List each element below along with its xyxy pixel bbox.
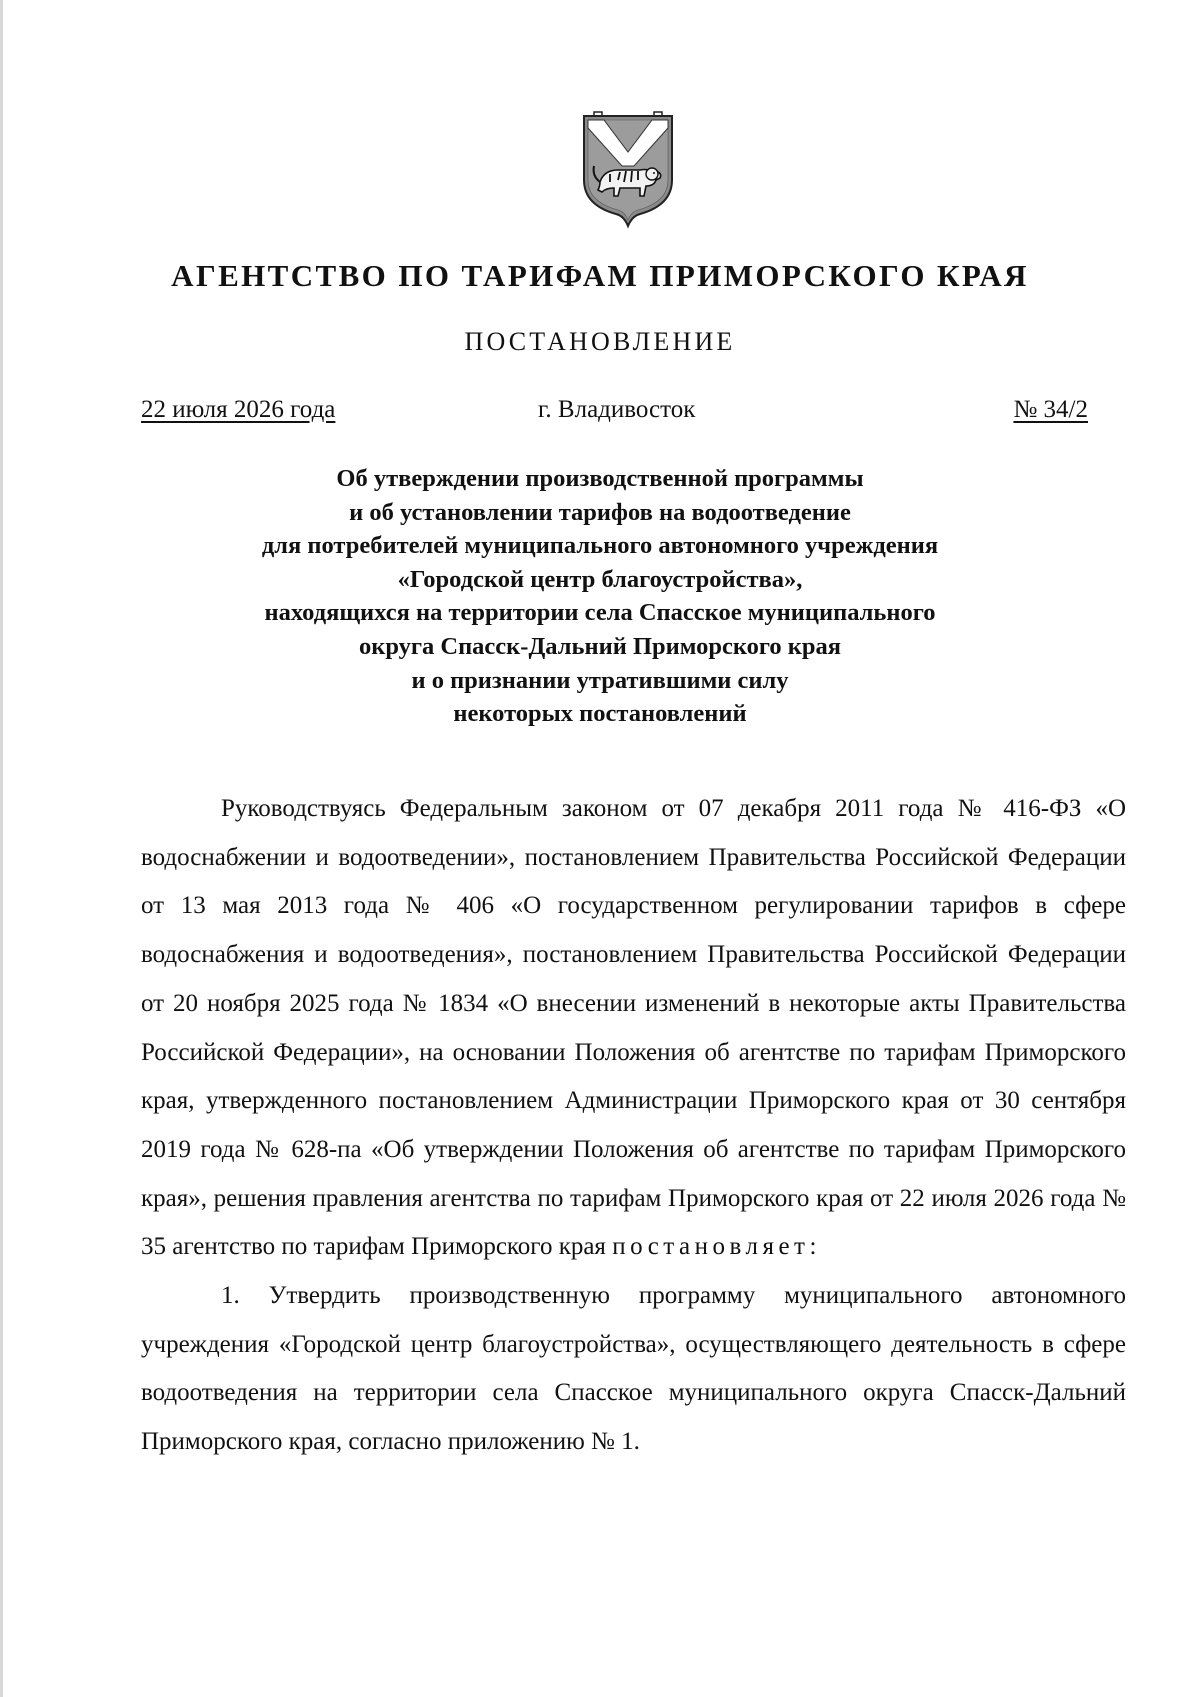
agency-title: АГЕНТСТВО ПО ТАРИФАМ ПРИМОРСКОГО КРАЯ <box>171 258 1029 293</box>
preamble-paragraph <box>141 785 1126 1272</box>
subject-line: Об утверждении производственной программы <box>336 465 864 492</box>
item-1-paragraph: 1. Утвердить производственную программу муниципального автономного учреждения «Городской центр благоустройства», осуществляющего деятельность в сфере водоотведения на территории села Спасское муниципального округа Спасск-Дальний Приморского края, согласно приложению № 1. <box>141 1282 1126 1456</box>
document-city: г. Владивосток <box>538 396 696 423</box>
coat-of-arms-icon <box>580 110 676 230</box>
subject-line: некоторых постановлений <box>453 700 747 728</box>
subject-line: для потребителей муниципального автономного учреждения <box>261 532 939 560</box>
subject-line: и об установлении тарифов на водоотведение <box>349 498 851 526</box>
subject-line: округа Спасск-Дальний Приморского края <box>358 632 842 660</box>
document-date: 22 июля 2026 года <box>141 396 336 423</box>
scan-edge <box>0 0 3 1697</box>
subject-line: «Городской центр благоустройства», <box>397 565 803 593</box>
subject-line: и о признании утратившими силу <box>411 666 789 694</box>
resolves-word: постановляет: <box>612 1233 821 1261</box>
document-subject <box>0 462 1200 731</box>
document-body <box>141 785 1126 1467</box>
document-number: № 34/2 <box>1013 396 1088 423</box>
subject-line: находящихся на территории села Спасское муниципального <box>264 599 936 627</box>
preamble-text: Руководствуясь Федеральным законом от 07 декабря 2011 года № 416-ФЗ «О водоснабжении и водоотведении», постановлением Правительства Российской Федерации от 13 мая 2013 года № 406 «О государственном регулировании тарифов в сфере водоснабжения и водоотведения», постановлением Правительства Российской Федерации от 20 ноября 2025 года № 1834 «О внесении изменений в некоторые акты Правительства Российской Федерации», на основании Положения об агентстве по тарифам Приморского края, утвержденного постановлением Администрации Приморского края от 30 сентября 2019 года № 628-па «Об утверждении Положения об агентстве по тарифам Приморского края», решения правления агентства по тарифам Приморского края от 22 июля 2026 года № 35 агентство по тарифам Приморского края <box>141 795 1126 1261</box>
document-type: ПОСТАНОВЛЕНИЕ <box>464 327 736 356</box>
